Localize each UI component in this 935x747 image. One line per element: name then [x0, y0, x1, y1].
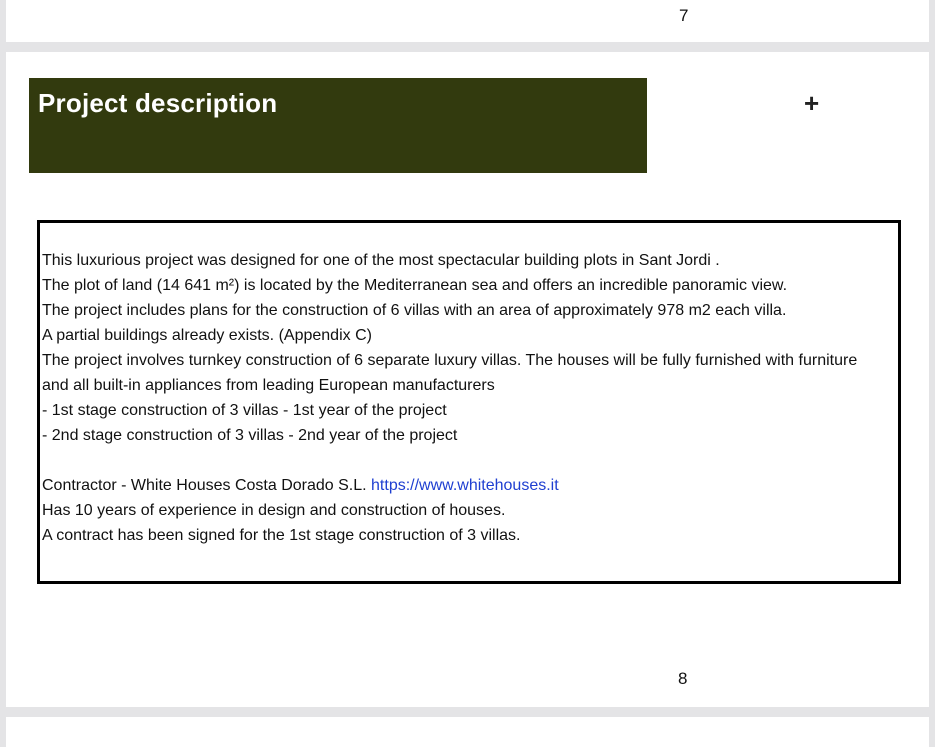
description-paragraph: The project involves turnkey construction of 6 separate luxury villas. The houses will be fully furnished with furniture and all built-in appliances from leading European manufacturers	[42, 352, 858, 394]
blank-line	[42, 448, 898, 473]
section-title: Project description	[38, 88, 278, 118]
description-line: The plot of land (14 641 m²) is located by the Mediterranean sea and offers an incredible panoramic view.	[42, 277, 788, 294]
experience-line: Has 10 years of experience in design and construction of houses.	[42, 502, 506, 519]
description-line: This luxurious project was designed for one of the most spectacular building plots in Sant Jordi .	[42, 252, 720, 269]
plus-icon[interactable]: +	[804, 88, 820, 118]
contractor-website-link[interactable]: https://www.whitehouses.it	[371, 477, 559, 494]
next-page	[6, 717, 929, 747]
page-number: 7	[679, 6, 689, 25]
contract-line: A contract has been signed for the 1st stage construction of 3 villas.	[42, 527, 521, 544]
description-line: A partial buildings already exists. (Appendix C)	[42, 327, 372, 344]
stage-item: - 1st stage construction of 3 villas - 1st year of the project	[42, 402, 447, 419]
contractor-text: Contractor - White Houses Costa Dorado S.L.	[42, 477, 372, 494]
previous-page	[6, 0, 929, 42]
project-description-box	[37, 220, 901, 584]
page-number: 8	[678, 669, 688, 688]
current-page	[6, 52, 929, 707]
description-line: The project includes plans for the construction of 6 villas with an area of approximately 978 m2 each villa.	[42, 302, 787, 319]
section-title-banner	[29, 78, 647, 173]
contractor-line	[42, 473, 898, 498]
stage-item: - 2nd stage construction of 3 villas - 2nd year of the project	[42, 427, 458, 444]
